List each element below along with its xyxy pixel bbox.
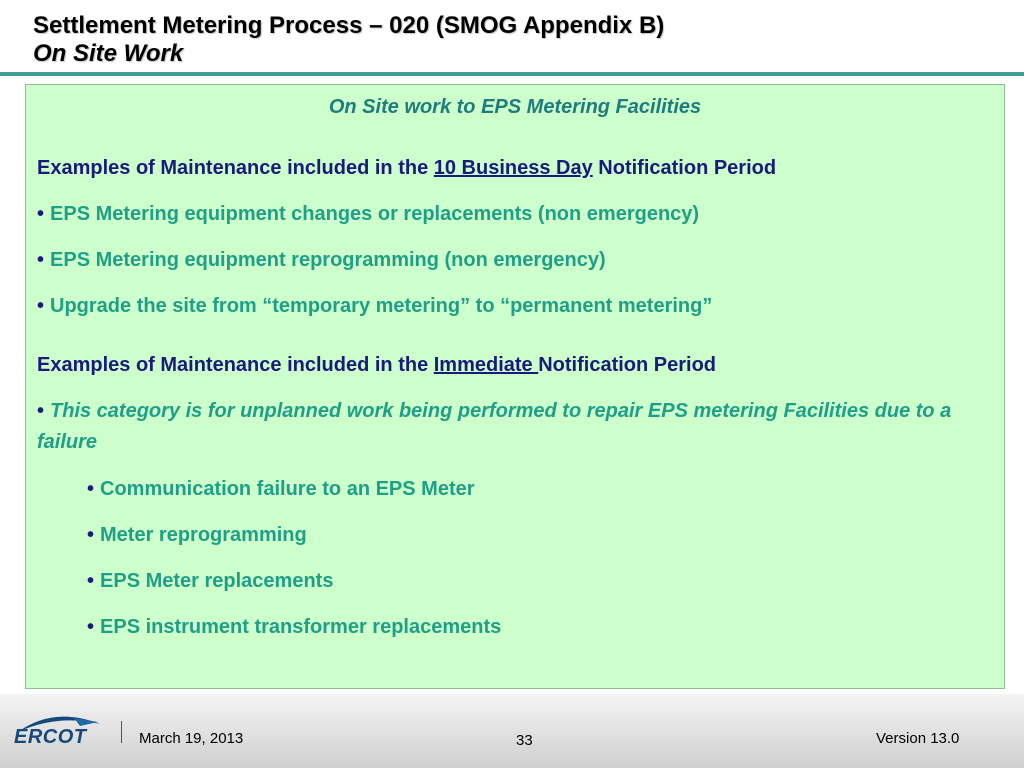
list-item-note: [37, 396, 990, 458]
section-heading-suffix: Notification Period: [538, 354, 717, 376]
footer-version: Version 13.0: [876, 730, 960, 747]
sub-list-item-text: Meter reprogramming: [100, 524, 307, 546]
section-heading-prefix: Examples of Maintenance included in the: [37, 354, 434, 376]
slide-title: [33, 12, 664, 68]
list-item: [37, 291, 990, 322]
section-heading-highlight: Immediate: [433, 354, 539, 376]
content-box: [25, 84, 1005, 689]
box-heading: On Site work to EPS Metering Facilities: [328, 96, 702, 118]
list-item-text: EPS Metering equipment changes or replacements (non emergency): [50, 203, 700, 225]
sub-list-item: [87, 474, 990, 505]
title-line-2: On Site Work: [33, 40, 184, 67]
sub-list-item-text: EPS instrument transformer replacements: [100, 616, 502, 638]
bullet: •: [87, 570, 95, 592]
bullet: •: [87, 524, 95, 546]
list-item-text: EPS Metering equipment reprogramming (non emergency): [50, 249, 606, 271]
bullet: •: [87, 616, 95, 638]
title-line-1: Settlement Metering Process – 020 (SMOG Appendix B): [33, 12, 665, 39]
title-rule: [0, 72, 1024, 76]
page-number: 33: [516, 732, 533, 749]
ercot-logo: [14, 712, 104, 752]
bullet: •: [37, 295, 45, 317]
bullet: •: [37, 249, 45, 271]
section-heading-highlight: 10 Business Day: [433, 157, 593, 179]
list-item: [37, 245, 990, 276]
footer-date: March 19, 2013: [139, 730, 244, 747]
section-heading-suffix: Notification Period: [592, 157, 777, 179]
sub-list-item-text: Communication failure to an EPS Meter: [100, 478, 475, 500]
sub-list-item: [87, 520, 990, 551]
list-item: [37, 199, 990, 230]
footer-divider: [121, 721, 122, 743]
logo-text: ERCOT: [14, 726, 87, 748]
section-heading-prefix: Examples of Maintenance included in the: [37, 157, 434, 179]
sub-list-item: [87, 566, 990, 597]
list-item-text: This category is for unplanned work being performed to repair EPS metering Facilities due to a failure: [37, 400, 952, 453]
sub-list-item-text: EPS Meter replacements: [100, 570, 334, 592]
bullet: •: [37, 203, 45, 225]
section-heading-10-day: [37, 157, 776, 180]
footer: [0, 694, 1024, 768]
list-item-text: Upgrade the site from “temporary metering” to “permanent metering”: [50, 295, 713, 317]
section-heading-immediate: [37, 354, 716, 377]
sub-list-item: [87, 612, 990, 643]
bullet: •: [37, 400, 45, 422]
bullet: •: [87, 478, 95, 500]
